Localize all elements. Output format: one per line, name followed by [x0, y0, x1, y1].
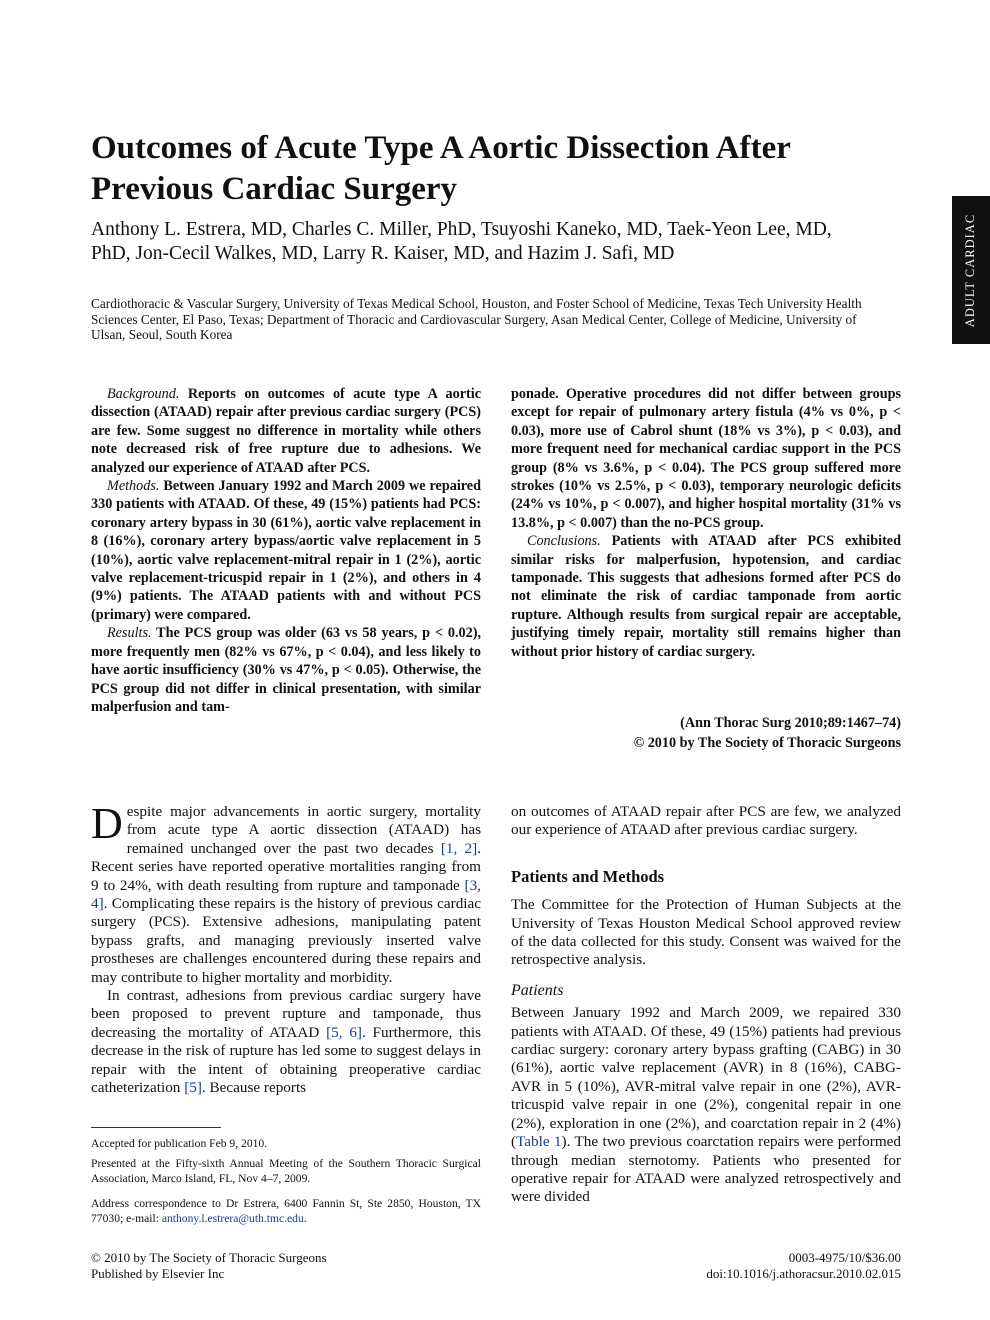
article-title: Outcomes of Acute Type A Aortic Dissection After Previous Cardiac Surgery	[91, 130, 791, 207]
background-label: Background.	[107, 386, 180, 402]
intro-paragraph-continued: on outcomes of ATAAD repair after PCS are few, we analyzed our experience of ATAAD after previous cardiac surgery.	[511, 803, 901, 839]
footer-price: 0003-4975/10/$36.00	[788, 1250, 901, 1265]
footer-copyright: © 2010 by The Society of Thoracic Surgeons	[91, 1250, 327, 1265]
conclusions-label: Conclusions.	[527, 533, 601, 550]
patients-paragraph: Between January 1992 and March 2009, we repaired 330 patients with ATAAD. Of these, 49 (15%) patients had previous cardiac surgery: coronary artery bypass grafting (CABG) in 30 (61%), aortic valve replacement (AVR) in 8 (16%), CABG-AVR in 5 (10%), AVR-mitral valve repair in one (2%), AVR-tricuspid valve repair in one (2%), congenital repair in one (2%), exploration in one (2%), and coarctation repair in 2 (4%) (Table 1). The two previous coarctation repairs were performed through median sternotomy. Patients who presented for operative repair for ATAAD were analyzed retrospectively and were divided	[511, 1004, 901, 1206]
reference-link[interactable]: [1, 2]	[440, 839, 478, 857]
reference-link[interactable]: [5]	[184, 1079, 202, 1097]
footnote-presented: Presented at the Fifty-sixth Annual Meeting of the Southern Thoracic Surgical Association, Marco Island, FL, Nov 4–7, 2009.	[91, 1157, 481, 1185]
drop-cap: D	[91, 799, 123, 848]
body-left-column	[91, 799, 481, 1098]
footnote-accepted: Accepted for publication Feb 9, 2010.	[91, 1137, 268, 1150]
abstract-left-column	[91, 385, 481, 716]
abstract-results-continued: ponade. Operative procedures did not differ between groups except for repair of pulmonary artery fistula (4% vs 0%, p < 0.03), more use of Cabrol shunt (18% vs 3%), p < 0.03), and more frequent need for mechanical cardiac support in the PCS group (8% vs 3.6%, p < 0.04). The PCS group suffered more strokes (10% vs 2.5%, p < 0.03), temporary neurologic deficits (24% vs 10%, p < 0.007), and higher hospital mortality (31% vs 13.8%, p < 0.007) than the no-PCS group.	[511, 386, 901, 531]
footer-publisher: Published by Elsevier Inc	[91, 1265, 225, 1281]
section-tab	[952, 196, 990, 344]
abstract-methods: Methods. Between January 1992 and March 2009 we repaired 330 patients with ATAAD. Of these, 49 (15%) patients had PCS: coronary artery bypass in 30 (61%), aortic valve replacement in 8 (16%), coronary artery bypass/aortic valve replacement in 5 (10%), aortic valve replacement-mitral repair in 1 (2%), aortic valve replacement-tricuspid repair in 1 (2%), and others in 4 (9%) patients. The ATAAD patients with and without PCS (primary) were compared.	[91, 478, 481, 623]
reference-link[interactable]: [3, 4]	[91, 876, 481, 913]
footnote-address: Address correspondence to Dr Estrera, 6400 Fannin St, Ste 2850, Houston, TX 77030; e-mail: anthony.l.estrera@uth.tmc.edu.	[91, 1197, 481, 1225]
footer-right	[600, 1250, 901, 1281]
subsection-heading: Patients	[511, 981, 564, 999]
footer-doi: doi:10.1016/j.athoracsur.2010.02.015	[706, 1265, 901, 1281]
intro-paragraph-2: In contrast, adhesions from previous cardiac surgery have been proposed to prevent rupture and tamponade, thus decreasing the mortality of ATAAD [5, 6]. Furthermore, this decrease in the risk of rupture has led some to suggest delays in repair with the intent of obtaining preoperative cardiac catheterization [5]. Because reports	[91, 987, 481, 1097]
intro-paragraph-1: Despite major advancements in aortic surgery, mortality from acute type A aortic dissection (ATAAD) has remained unchanged over the past two decades [1, 2]. Recent series have reported operative mortalities ranging from 9 to 24%, with death resulting from rupture and tamponade [3, 4]. Complicating these repairs is the history of previous cardiac surgery (PCS). Extensive adhesions, manipulating patent bypass grafts, and managing previously inserted valve prostheses are challenges encountered during these repairs and may contribute to higher mortality and morbidity.	[91, 799, 481, 986]
body-right-column	[511, 803, 901, 1207]
section-tab-label: ADULT CARDIAC	[963, 213, 978, 327]
section-heading: Patients and Methods	[511, 866, 665, 886]
footer-left	[91, 1250, 327, 1281]
table-link[interactable]: Table 1	[516, 1133, 562, 1151]
methods-label: Methods.	[107, 478, 160, 495]
affiliation: Cardiothoracic & Vascular Surgery, University of Texas Medical School, Houston, and Foster School of Medicine, Texas Tech University Health Sciences Center, El Paso, Texas; Department of Thoracic and Cardiovascular Surgery, Asan Medical Center, College of Medicine, University of Ulsan, Seoul, South Korea	[91, 296, 862, 342]
abstract-right-column	[511, 385, 901, 661]
email-link[interactable]: anthony.l.estrera@uth.tmc.edu	[161, 1212, 304, 1225]
abstract-copyright: © 2010 by The Society of Thoracic Surgeons	[633, 735, 901, 751]
methods-paragraph: The Committee for the Protection of Human Subjects at the University of Texas Houston Medical School approved review of the data collected for this study. Consent was waived for the retrospective analysis.	[511, 896, 901, 969]
abstract-results: Results. The PCS group was older (63 vs 58 years, p < 0.02), more frequently men (82% vs 67%, p < 0.04), and less likely to have aortic insufficiency (30% vs 47%, p < 0.05). Otherwise, the PCS group did not differ in clinical presentation, with similar malperfusion and tam-	[91, 625, 481, 715]
reference-link[interactable]: [5, 6]	[326, 1023, 362, 1041]
journal-citation: (Ann Thorac Surg 2010;89:1467–74)	[680, 715, 901, 731]
results-label: Results.	[107, 625, 152, 642]
abstract-conclusions: Conclusions. Patients with ATAAD after PCS exhibited similar risks for malperfusion, hypotension, and cardiac tamponade. This suggests that adhesions formed after PCS do not eliminate the risk of cardiac tamponade from aortic rupture. Although results from surgical repair are acceptable, justifying timely repair, mortality still remains higher than without prior history of cardiac surgery.	[511, 533, 901, 660]
footnote-divider	[91, 1127, 221, 1128]
author-list: Anthony L. Estrera, MD, Charles C. Miller, PhD, Tsuyoshi Kaneko, MD, Taek-Yeon Lee, MD, PhD, Jon-Cecil Walkes, MD, Larry R. Kaiser, MD, and Hazim J. Safi, MD	[91, 219, 832, 264]
abstract-background: Background. Reports on outcomes of acute type A aortic dissection (ATAAD) repair after previous cardiac surgery (PCS) are few. Some suggest no difference in mortality while others note decreased risk of free rupture due to adhesions. We analyzed our experience of ATAAD after PCS.	[91, 386, 481, 476]
